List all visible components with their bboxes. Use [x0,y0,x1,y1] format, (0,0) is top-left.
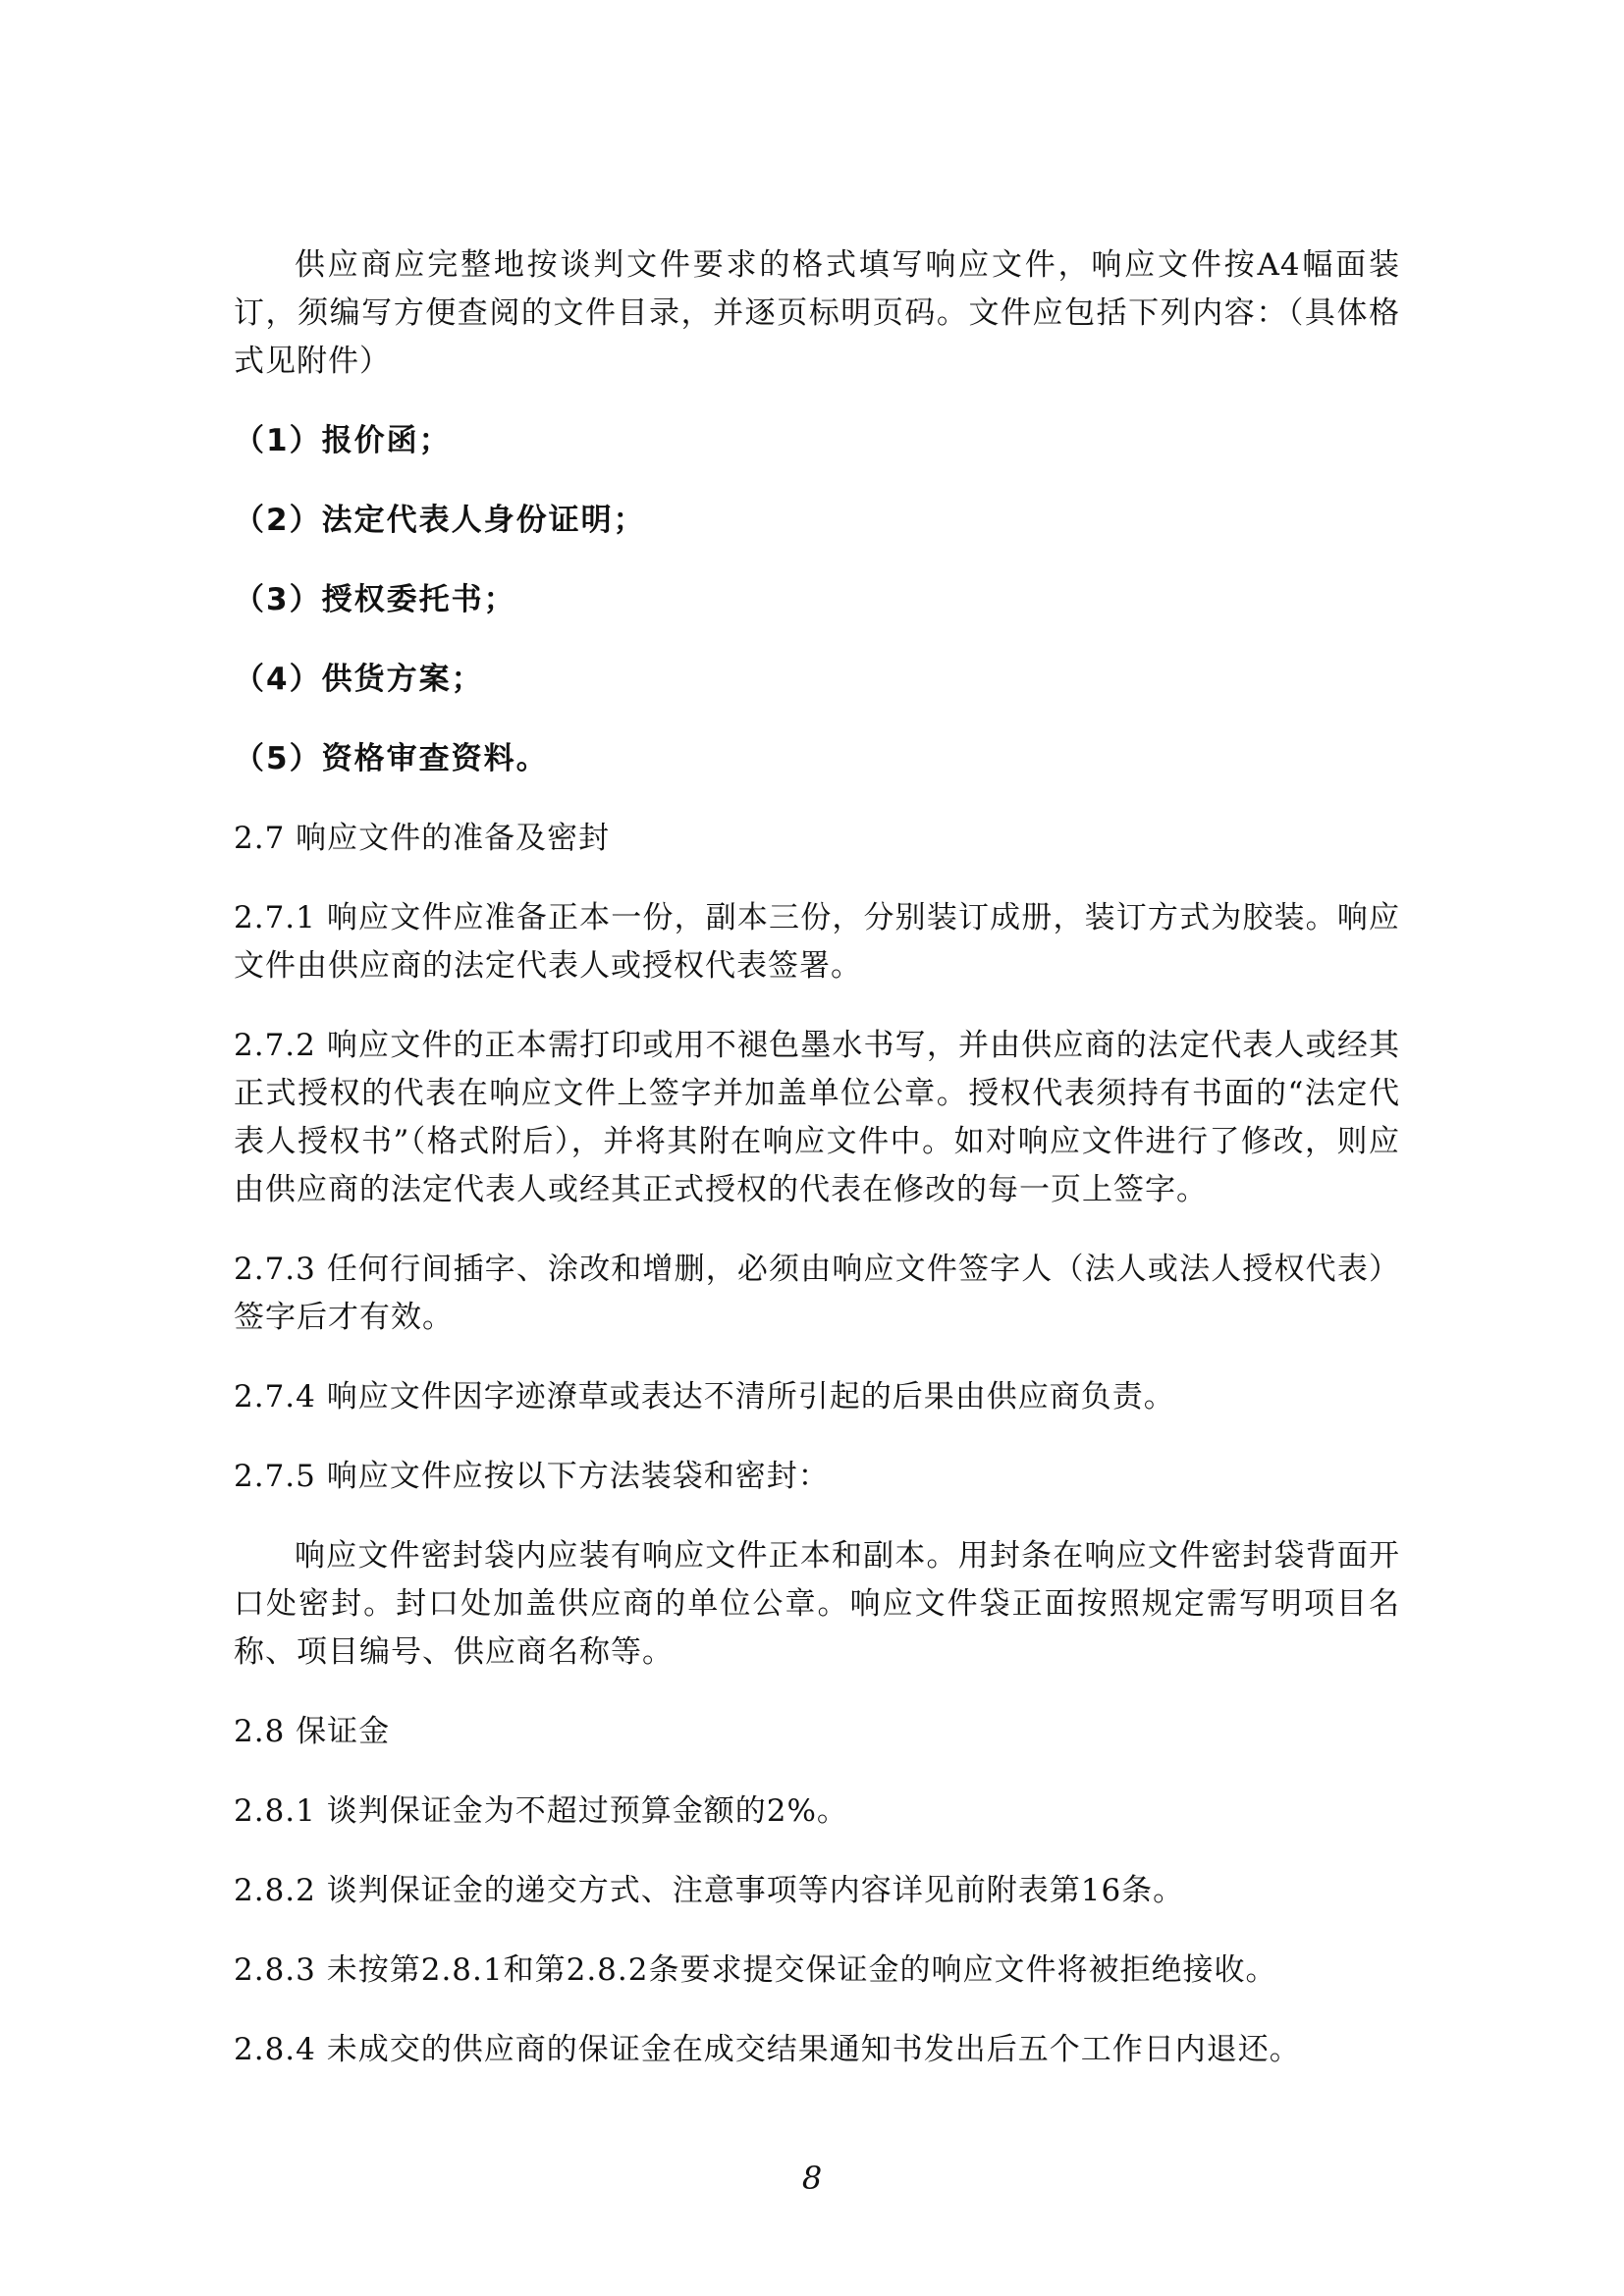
clause-2-7-3: 2.7.3 任何行间插字、涂改和增删，必须由响应文件签字人（法人或法人授权代表）签字后才有效。 [234,1252,1400,1335]
page-body [234,241,1400,2074]
list-item-supply-plan: （4）供货方案； [234,662,484,697]
list-item-qualification: （5）资格审查资料。 [234,741,549,776]
clause-2-7-1: 2.7.1 响应文件应准备正本一份，副本三份，分别装订成册，装订方式为胶装。响应文件由供应商的法定代表人或授权代表签署。 [234,900,1400,984]
clause-2-8-3: 2.8.3 未按第2.8.1和第2.8.2条要求提交保证金的响应文件将被拒绝接收。 [234,1952,1277,1988]
clause-2-7-4: 2.7.4 响应文件因字迹潦草或表达不清所引起的后果由供应商负责。 [234,1379,1175,1415]
list-item-authorization: （3）授权委托书； [234,582,516,617]
clause-2-8-1: 2.8.1 谈判保证金为不超过预算金额的2%。 [234,1793,848,1829]
clause-2-7-2: 2.7.2 响应文件的正本需打印或用不褪色墨水书写，并由供应商的法定代表人或经其正式授权的代表在响应文件上签字并加盖单位公章。授权代表须持有书面的“法定代表人授权书”（格式附后），并将其附在响应文件中。如对响应文件进行了修改，则应由供应商的法定代表人或经其正式授权的代表在修改的每一页上签字。 [234,1028,1400,1207]
clause-2-7-5-body: 响应文件密封袋内应装有响应文件正本和副本。用封条在响应文件密封袋背面开口处密封。封口处加盖供应商的单位公章。响应文件袋正面按照规定需写明项目名称、项目编号、供应商名称等。 [234,1538,1400,1670]
clause-2-7-5: 2.7.5 响应文件应按以下方法装袋和密封： [234,1459,830,1494]
section-heading-2-8: 2.8 保证金 [234,1714,391,1749]
page-number: 8 [801,2160,823,2197]
list-item-legal-rep-id: （2）法定代表人身份证明； [234,503,646,538]
intro-paragraph: 供应商应完整地按谈判文件要求的格式填写响应文件，响应文件按A4幅面装订，须编写方便查阅的文件目录，并逐页标明页码。文件应包括下列内容：（具体格式见附件） [234,247,1400,379]
clause-2-8-4: 2.8.4 未成交的供应商的保证金在成交结果通知书发出后五个工作日内退还。 [234,2032,1301,2067]
clause-2-8-2: 2.8.2 谈判保证金的递交方式、注意事项等内容详见前附表第16条。 [234,1873,1185,1908]
list-item-quote-letter: （1）报价函； [234,423,452,458]
section-heading-2-7: 2.7 响应文件的准备及密封 [234,821,611,856]
